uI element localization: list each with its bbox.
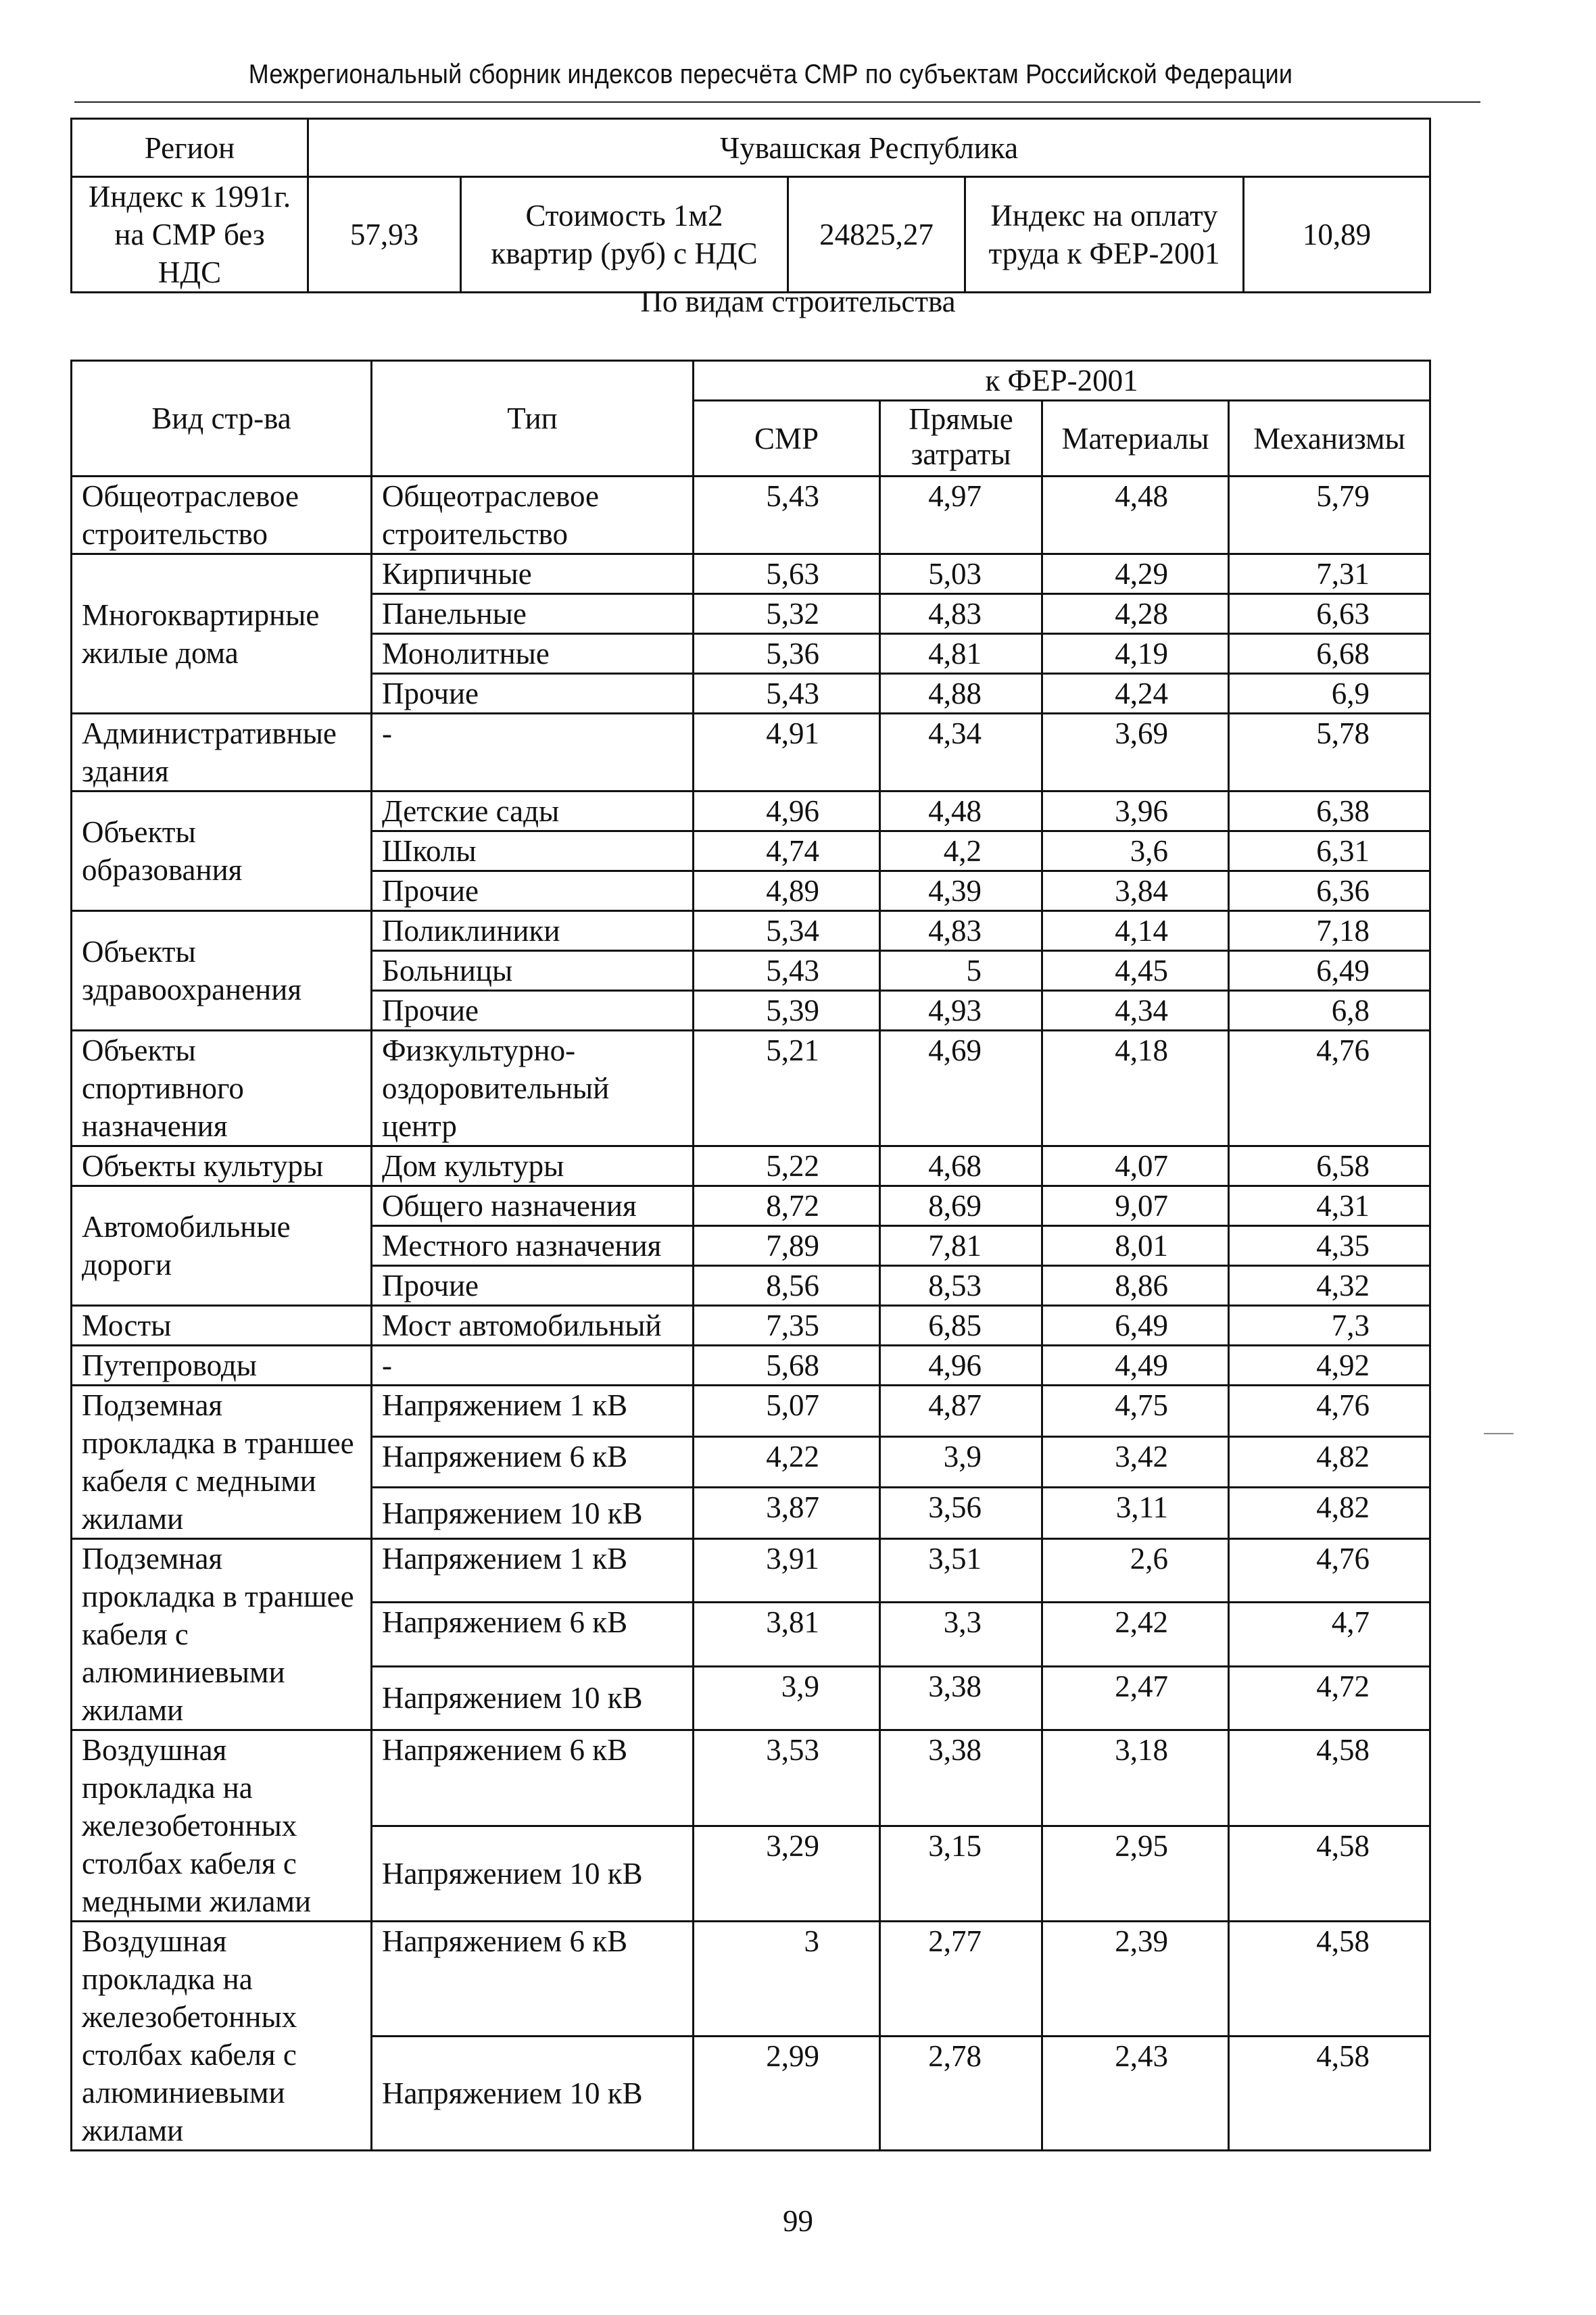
machines-value: 5,78 xyxy=(1229,714,1430,791)
direct-costs-value: 4,88 xyxy=(880,674,1042,714)
machines-value: 6,63 xyxy=(1229,594,1430,634)
direct-costs-value: 4,2 xyxy=(880,831,1042,871)
machines-value: 7,3 xyxy=(1229,1306,1430,1346)
table-row xyxy=(72,1922,1430,2037)
materials-value: 8,01 xyxy=(1042,1226,1229,1266)
machines-value: 4,58 xyxy=(1229,1730,1430,1826)
materials-value: 4,07 xyxy=(1042,1146,1229,1186)
col-header-type: Тип xyxy=(372,361,694,477)
direct-costs-value: 2,78 xyxy=(880,2036,1042,2151)
smr-value: 5,43 xyxy=(694,674,880,714)
index-1991-label-line1: Индекс к 1991г. xyxy=(88,180,291,214)
materials-value: 2,95 xyxy=(1042,1826,1229,1922)
table-row xyxy=(72,1031,1430,1146)
machines-value: 7,31 xyxy=(1229,554,1430,594)
direct-costs-value: 5,03 xyxy=(880,554,1042,594)
machines-value: 4,76 xyxy=(1229,1539,1430,1603)
construction-kind-cell: Объекты спортивного назначения xyxy=(72,1031,372,1146)
smr-value: 3,29 xyxy=(694,1826,880,1922)
construction-type-cell: Общеотраслевое строительство xyxy=(372,477,694,554)
construction-type-cell: Напряжением 1 кВ xyxy=(372,1386,694,1437)
direct-costs-value: 3,3 xyxy=(880,1603,1042,1666)
materials-value: 4,75 xyxy=(1042,1386,1229,1437)
construction-type-cell: Напряжением 10 кВ xyxy=(372,1488,694,1539)
smr-value: 5,63 xyxy=(694,554,880,594)
materials-value: 4,34 xyxy=(1042,991,1229,1031)
direct-costs-value: 4,34 xyxy=(880,714,1042,791)
smr-value: 4,96 xyxy=(694,791,880,831)
materials-value: 3,84 xyxy=(1042,871,1229,911)
index-1991-label xyxy=(72,177,308,293)
table-row xyxy=(72,1146,1430,1186)
direct-costs-value: 4,81 xyxy=(880,634,1042,674)
direct-costs-value: 4,69 xyxy=(880,1031,1042,1146)
machines-value: 5,79 xyxy=(1229,477,1430,554)
construction-type-cell: Прочие xyxy=(372,871,694,911)
machines-value: 6,8 xyxy=(1229,991,1430,1031)
page-number: 99 xyxy=(783,2204,813,2238)
table-row xyxy=(72,1346,1430,1386)
materials-value: 2,42 xyxy=(1042,1603,1229,1666)
construction-kind-cell: Объекты культуры xyxy=(72,1146,372,1186)
construction-type-cell: Напряжением 10 кВ xyxy=(372,2036,694,2151)
construction-type-cell: Напряжением 10 кВ xyxy=(372,1666,694,1730)
smr-value: 8,56 xyxy=(694,1266,880,1306)
materials-value: 4,48 xyxy=(1042,477,1229,554)
materials-value: 3,11 xyxy=(1042,1488,1229,1539)
construction-kind-cell: Подземная прокладка в траншее кабеля с медными жилами xyxy=(72,1386,372,1539)
construction-type-cell: Кирпичные xyxy=(372,554,694,594)
construction-type-cell: Прочие xyxy=(372,1266,694,1306)
construction-type-cell: Дом культуры xyxy=(372,1146,694,1186)
direct-costs-value: 3,38 xyxy=(880,1730,1042,1826)
direct-costs-value: 4,83 xyxy=(880,911,1042,951)
machines-value: 4,76 xyxy=(1229,1031,1430,1146)
machines-value: 4,31 xyxy=(1229,1186,1430,1226)
cost-label-line1: Стоимость 1м2 xyxy=(525,199,723,233)
construction-kind-cell: Общеотраслевое строительство xyxy=(72,477,372,554)
machines-value: 4,72 xyxy=(1229,1666,1430,1730)
construction-type-cell: Физкультурно-оздоровительный центр xyxy=(372,1031,694,1146)
machines-value: 4,76 xyxy=(1229,1386,1430,1437)
smr-value: 7,89 xyxy=(694,1226,880,1266)
direct-costs-value: 8,53 xyxy=(880,1266,1042,1306)
smr-value: 3,91 xyxy=(694,1539,880,1603)
construction-kind-cell: Воздушная прокладка на железобетонных столбах кабеля с алюминиевыми жилами xyxy=(72,1922,372,2151)
smr-value: 4,74 xyxy=(694,831,880,871)
construction-type-cell: Местного назначения xyxy=(372,1226,694,1266)
materials-value: 2,6 xyxy=(1042,1539,1229,1603)
col-header-smr: СМР xyxy=(694,401,880,477)
smr-value: 4,91 xyxy=(694,714,880,791)
materials-value: 2,39 xyxy=(1042,1922,1229,2037)
col-header-group: к ФЕР-2001 xyxy=(694,361,1430,401)
direct-costs-value: 3,9 xyxy=(880,1436,1042,1488)
smr-value: 3,9 xyxy=(694,1666,880,1730)
smr-value: 4,89 xyxy=(694,871,880,911)
direct-costs-value: 4,87 xyxy=(880,1386,1042,1437)
machines-value: 6,9 xyxy=(1229,674,1430,714)
machines-value: 4,58 xyxy=(1229,1922,1430,2037)
direct-costs-value: 5 xyxy=(880,951,1042,991)
construction-type-cell: Детские сады xyxy=(372,791,694,831)
materials-value: 2,43 xyxy=(1042,2036,1229,2151)
materials-value: 4,19 xyxy=(1042,634,1229,674)
construction-type-cell: Напряжением 6 кВ xyxy=(372,1730,694,1826)
table-row xyxy=(72,1186,1430,1226)
construction-type-cell: Прочие xyxy=(372,991,694,1031)
machines-value: 7,18 xyxy=(1229,911,1430,951)
construction-type-cell: Поликлиники xyxy=(372,911,694,951)
machines-value: 6,36 xyxy=(1229,871,1430,911)
smr-value: 4,22 xyxy=(694,1436,880,1488)
labor-index-label xyxy=(965,177,1244,293)
materials-value: 4,14 xyxy=(1042,911,1229,951)
construction-kind-cell: Объекты образования xyxy=(72,791,372,911)
smr-value: 5,34 xyxy=(694,911,880,951)
smr-value: 7,35 xyxy=(694,1306,880,1346)
table-row xyxy=(72,911,1430,951)
machines-value: 4,82 xyxy=(1229,1436,1430,1488)
running-header: Межрегиональный сборник индексов пересчёта СМР по субъектам Российской Федерации xyxy=(248,59,1293,89)
labor-index-value: 10,89 xyxy=(1244,177,1430,293)
machines-value: 4,58 xyxy=(1229,1826,1430,1922)
materials-value: 4,45 xyxy=(1042,951,1229,991)
construction-kind-cell: Воздушная прокладка на железобетонных столбах кабеля с медными жилами xyxy=(72,1730,372,1922)
smr-value: 8,72 xyxy=(694,1186,880,1226)
machines-value: 6,31 xyxy=(1229,831,1430,871)
construction-kind-cell: Объекты здравоохранения xyxy=(72,911,372,1031)
table-row xyxy=(72,1730,1430,1826)
materials-value: 4,18 xyxy=(1042,1031,1229,1146)
construction-kind-cell: Путепроводы xyxy=(72,1346,372,1386)
direct-costs-value: 4,93 xyxy=(880,991,1042,1031)
col-header-machines: Механизмы xyxy=(1229,401,1430,477)
materials-value: 3,6 xyxy=(1042,831,1229,871)
construction-type-cell: Напряжением 10 кВ xyxy=(372,1826,694,1922)
machines-value: 4,35 xyxy=(1229,1226,1430,1266)
index-1991-label-line2: на СМР без НДС xyxy=(114,218,265,289)
machines-value: 6,58 xyxy=(1229,1146,1430,1186)
table-row xyxy=(72,1386,1430,1437)
machines-value: 6,68 xyxy=(1229,634,1430,674)
direct-costs-value: 4,68 xyxy=(880,1146,1042,1186)
construction-type-cell: - xyxy=(372,714,694,791)
smr-value: 5,43 xyxy=(694,951,880,991)
smr-value: 5,22 xyxy=(694,1146,880,1186)
smr-value: 5,36 xyxy=(694,634,880,674)
direct-costs-value: 8,69 xyxy=(880,1186,1042,1226)
machines-value: 4,58 xyxy=(1229,2036,1430,2151)
materials-value: 6,49 xyxy=(1042,1306,1229,1346)
direct-costs-value: 3,56 xyxy=(880,1488,1042,1539)
section-subtitle: По видам строительства xyxy=(640,285,956,318)
construction-type-cell: Напряжением 6 кВ xyxy=(372,1603,694,1666)
header-rule xyxy=(74,101,1480,103)
construction-type-cell: Больницы xyxy=(372,951,694,991)
direct-costs-value: 4,97 xyxy=(880,477,1042,554)
smr-value: 5,39 xyxy=(694,991,880,1031)
construction-type-cell: Монолитные xyxy=(372,634,694,674)
materials-value: 4,24 xyxy=(1042,674,1229,714)
machines-value: 4,32 xyxy=(1229,1266,1430,1306)
smr-value: 5,68 xyxy=(694,1346,880,1386)
construction-type-cell: Напряжением 6 кВ xyxy=(372,1436,694,1488)
labor-index-label-line2: труда к ФЕР-2001 xyxy=(988,237,1220,270)
materials-value: 3,96 xyxy=(1042,791,1229,831)
direct-costs-value: 6,85 xyxy=(880,1306,1042,1346)
smr-value: 5,21 xyxy=(694,1031,880,1146)
construction-kind-cell: Многоквартирные жилые дома xyxy=(72,554,372,714)
materials-value: 3,69 xyxy=(1042,714,1229,791)
direct-costs-value: 3,38 xyxy=(880,1666,1042,1730)
construction-kind-cell: Административные здания xyxy=(72,714,372,791)
materials-value: 4,49 xyxy=(1042,1346,1229,1386)
materials-value: 9,07 xyxy=(1042,1186,1229,1226)
machines-value: 6,49 xyxy=(1229,951,1430,991)
table-row xyxy=(72,1539,1430,1603)
region-summary-table xyxy=(70,118,1431,293)
region-value: Чувашская Республика xyxy=(308,119,1430,177)
machines-value: 4,82 xyxy=(1229,1488,1430,1539)
table-row xyxy=(72,791,1430,831)
materials-value: 4,29 xyxy=(1042,554,1229,594)
cost-label-line2: квартир (руб) с НДС xyxy=(491,237,758,270)
labor-index-label-line1: Индекс на оплату xyxy=(990,199,1218,233)
smr-value: 5,07 xyxy=(694,1386,880,1437)
smr-value: 5,43 xyxy=(694,477,880,554)
construction-type-cell: Напряжением 1 кВ xyxy=(372,1539,694,1603)
construction-type-cell: Прочие xyxy=(372,674,694,714)
direct-costs-value: 3,15 xyxy=(880,1826,1042,1922)
machines-value: 4,7 xyxy=(1229,1603,1430,1666)
table-row xyxy=(72,554,1430,594)
construction-kind-cell: Подземная прокладка в траншее кабеля с алюминиевыми жилами xyxy=(72,1539,372,1730)
direct-costs-value: 4,48 xyxy=(880,791,1042,831)
direct-costs-value: 4,83 xyxy=(880,594,1042,634)
direct-costs-value: 3,51 xyxy=(880,1539,1042,1603)
construction-kind-cell: Автомобильные дороги xyxy=(72,1186,372,1306)
col-header-kind: Вид стр-ва xyxy=(72,361,372,477)
col-header-materials: Материалы xyxy=(1042,401,1229,477)
scan-artifact xyxy=(1484,1433,1514,1434)
smr-value: 3 xyxy=(694,1922,880,2037)
construction-kind-cell: Мосты xyxy=(72,1306,372,1346)
construction-type-cell: - xyxy=(372,1346,694,1386)
direct-costs-value: 7,81 xyxy=(880,1226,1042,1266)
direct-costs-value: 4,96 xyxy=(880,1346,1042,1386)
table-row xyxy=(72,714,1430,791)
cost-label xyxy=(461,177,788,293)
region-label: Регион xyxy=(72,119,308,177)
construction-type-cell: Панельные xyxy=(372,594,694,634)
direct-costs-value: 4,39 xyxy=(880,871,1042,911)
smr-value: 3,81 xyxy=(694,1603,880,1666)
table-row xyxy=(72,477,1430,554)
table-row xyxy=(72,1306,1430,1346)
machines-value: 6,38 xyxy=(1229,791,1430,831)
construction-type-cell: Школы xyxy=(372,831,694,871)
index-1991-value: 57,93 xyxy=(308,177,461,293)
smr-value: 3,87 xyxy=(694,1488,880,1539)
smr-value: 5,32 xyxy=(694,594,880,634)
construction-type-cell: Общего назначения xyxy=(372,1186,694,1226)
col-header-direct: Прямые затраты xyxy=(880,401,1042,477)
smr-value: 2,99 xyxy=(694,2036,880,2151)
materials-value: 3,42 xyxy=(1042,1436,1229,1488)
direct-costs-value: 2,77 xyxy=(880,1922,1042,2037)
machines-value: 4,92 xyxy=(1229,1346,1430,1386)
construction-type-cell: Напряжением 6 кВ xyxy=(372,1922,694,2037)
construction-index-table xyxy=(70,360,1431,2151)
construction-type-cell: Мост автомобильный xyxy=(372,1306,694,1346)
smr-value: 3,53 xyxy=(694,1730,880,1826)
materials-value: 2,47 xyxy=(1042,1666,1229,1730)
cost-value: 24825,27 xyxy=(788,177,965,293)
materials-value: 3,18 xyxy=(1042,1730,1229,1826)
materials-value: 8,86 xyxy=(1042,1266,1229,1306)
materials-value: 4,28 xyxy=(1042,594,1229,634)
